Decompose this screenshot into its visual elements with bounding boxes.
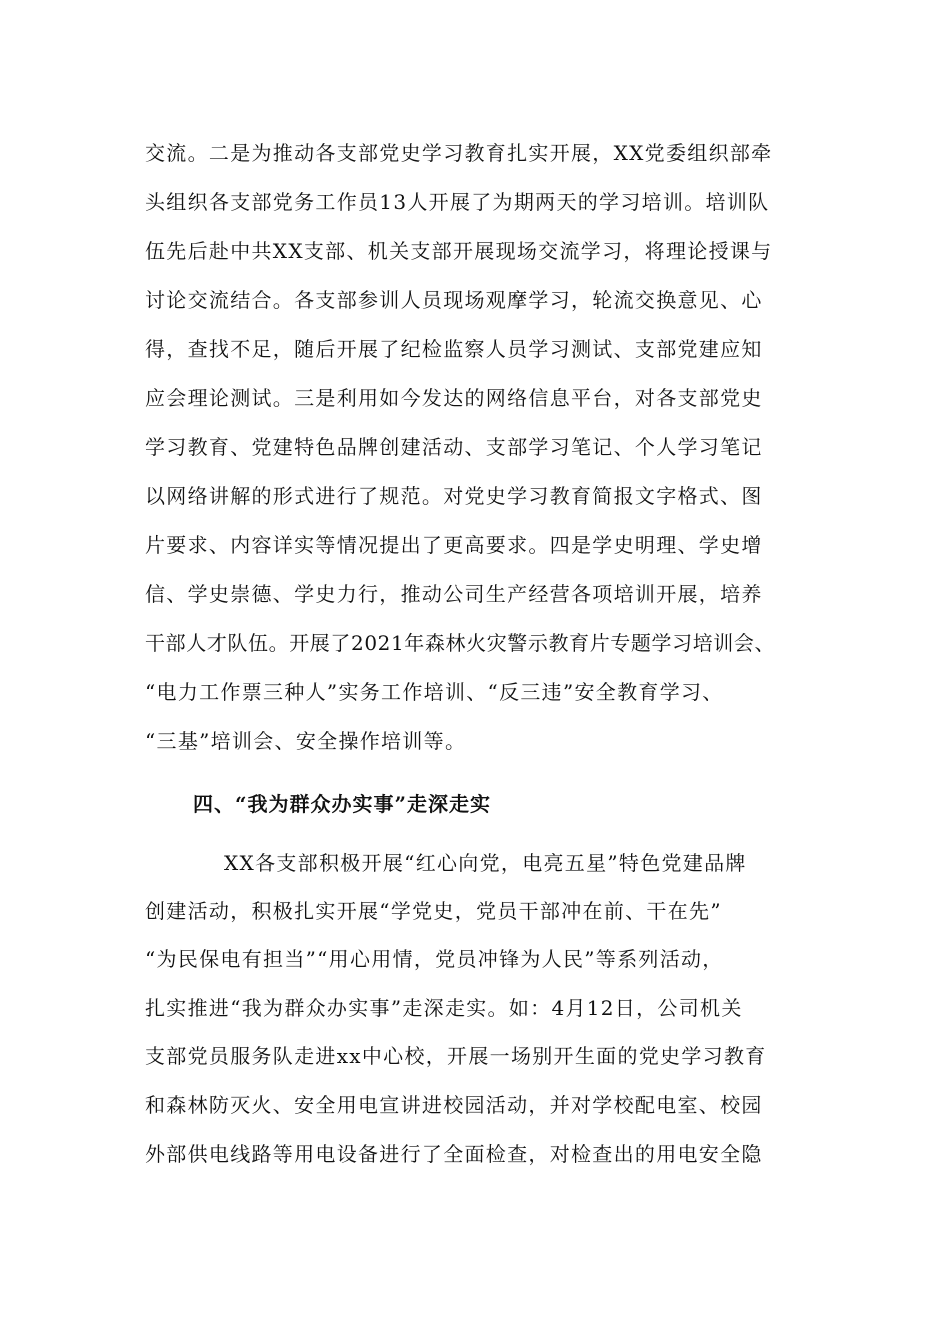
body-text-line: 头组织各支部党务工作员13人开展了为期两天的学习培训。培训队 [145, 190, 770, 214]
body-text-line: 支部党员服务队走进xx中心校，开展一场别开生面的党史学习教育 [145, 1044, 767, 1068]
body-text-line: 和森林防灭火、安全用电宣讲进校园活动，并对学校配电室、校园 [145, 1093, 763, 1117]
body-text-line: 扎实推进“我为群众办实事”走深走实。如：4月12日，公司机关 [145, 996, 743, 1020]
body-text-line: 外部供电线路等用电设备进行了全面检查，对检查出的用电安全隐 [145, 1142, 763, 1166]
body-text-line: 伍先后赴中共XX支部、机关支部开展现场交流学习，将理论授课与 [145, 239, 773, 263]
body-text-line: 信、学史崇德、学史力行，推动公司生产经营各项培训开展，培养 [145, 582, 763, 606]
body-text-line: 干部人才队伍。开展了2021年森林火灾警示教育片专题学习培训会、 [145, 631, 776, 655]
section-heading: 四、“我为群众办实事”走深走实 [193, 792, 492, 816]
body-text-line: 讨论交流结合。各支部参训人员现场观摩学习，轮流交换意见、心 [145, 288, 763, 312]
body-text-line: 应会理论测试。三是利用如今发达的网络信息平台，对各支部党史 [145, 386, 763, 410]
body-text-line: 以网络讲解的形式进行了规范。对党史学习教育简报文字格式、图 [145, 484, 763, 508]
body-text-line: 得，查找不足，随后开展了纪检监察人员学习测试、支部党建应知 [145, 337, 763, 361]
body-text-line: 片要求、内容详实等情况提出了更高要求。四是学史明理、学史增 [145, 533, 763, 557]
body-text-line: XX各支部积极开展“红心向党，电亮五星”特色党建品牌 [224, 851, 747, 875]
body-text-line: 交流。二是为推动各支部党史学习教育扎实开展，XX党委组织部牵 [145, 141, 773, 165]
body-text-line: “三基”培训会、安全操作培训等。 [145, 729, 467, 753]
body-text-line: “电力工作票三种人”实务工作培训、“反三违”安全教育学习、 [145, 680, 724, 704]
body-text-line: “为民保电有担当”“用心用情，党员冲锋为人民”等系列活动， [145, 947, 724, 971]
body-text-line: 创建活动，积极扎实开展“学党史，党员干部冲在前、干在先” [145, 899, 722, 923]
body-text-line: 学习教育、党建特色品牌创建活动、支部学习笔记、个人学习笔记 [145, 435, 763, 459]
